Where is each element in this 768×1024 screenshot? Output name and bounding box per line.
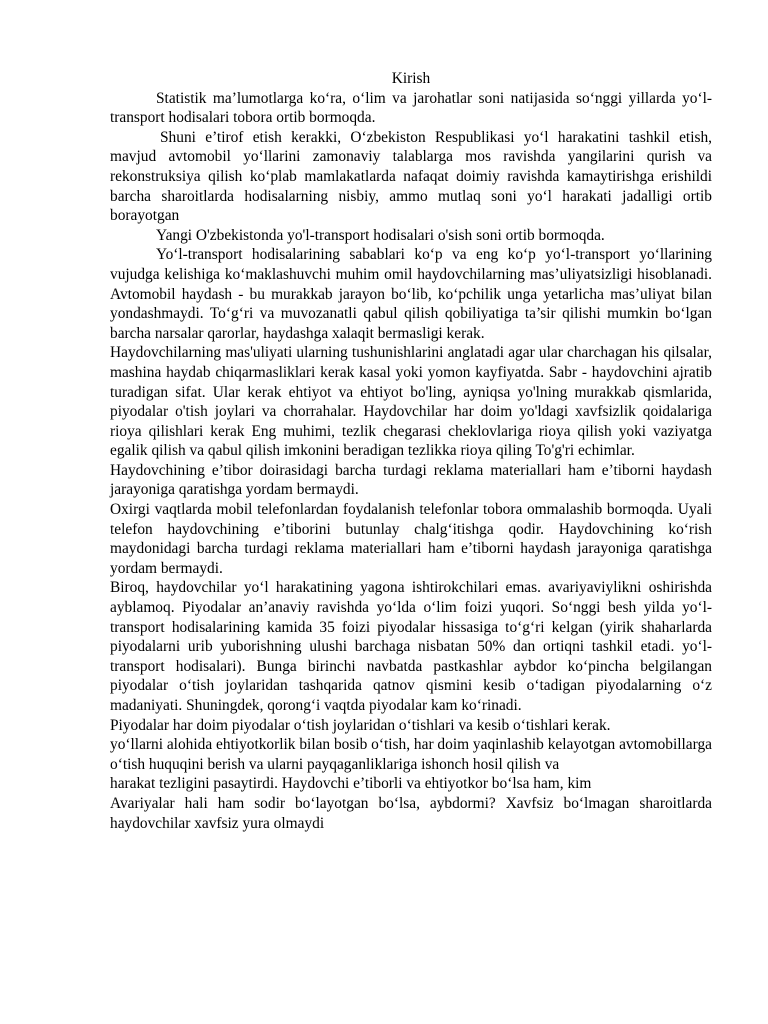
paragraph: Haydovchining e’tibor doirasidagi barcha turdagi reklama materiallari ham e’tiborni haydash jarayoniga qaratishga yordam bermaydi. <box>110 461 712 499</box>
paragraph: Piyodalar har doim piyodalar o‘tish joylaridan o‘tishlari va kesib o‘tishlari kerak. <box>110 716 611 734</box>
paragraph: Yangi O'zbekistonda yo'l-transport hodisalari o'sish soni ortib bormoqda. <box>156 226 605 244</box>
paragraph: Avariyalar hali ham sodir bo‘layotgan bo‘lsa, aybdormi? Xavfsiz bo‘lmagan sharoitlarda haydovchilar xavfsiz yura olmaydi <box>110 794 712 832</box>
paragraph: Haydovchilarning mas'uliyati ularning tushunishlarini anglatadi agar ular charchagan his qilsalar, mashina haydab chiqarmasliklari kerak kasal yoki yomon kayfiyatda. Sabr - haydovchini ajratib turadigan sifat. Ular kerak ehtiyot va ehtiyot bo'ling, ayniqsa yo'lning murakkab qismlarida, piyodalar o'tish joylari va chorrahalar. Haydovchilar har doim yo'ldagi xavfsizlik qoidalariga rioya qilishlari kerak Eng muhimi, tezlik chegarasi cheklovlariga rioya qilish yoki vaziyatga egalik qilish va qabul qilish imkonini beradigan tezlikka rioya qiling To'g'ri echimlar. <box>110 344 712 460</box>
paragraph: Biroq, haydovchilar yo‘l harakatining yagona ishtirokchilari emas. avariyaviylikni oshirishda ayblamoq. Piyodalar an’anaviy ravishda yo‘lda o‘lim foizi yuqori. So‘nggi besh yilda yo‘l-transport hodisalarining kamida 35 foizi piyodalar hissasiga to‘g‘ri kelgan (yirik shaharlarda piyodalarni urib yuborishning ulushi barchaga nisbatan 50% dan ortiqni tashkil etadi. yo‘l-transport hodisalari). Bunga birinchi navbatda pastkashlar aybdor ko‘pincha belgilangan piyodalar o‘tish joylaridan tashqarida qatnov qismini kesib o‘tadigan piyodalarning o‘z madaniyati. Shuningdek, qorong‘i vaqtda piyodalar kam ko‘rinadi. <box>110 579 712 714</box>
paragraph: yo‘llarni alohida ehtiyotkorlik bilan bosib o‘tish, har doim yaqinlashib kelayotgan avtomobillarga o‘tish huquqini berish va ularni payqaganliklariga ishonch hosil qilish va <box>110 736 712 773</box>
paragraph: Statistik ma’lumotlarga ko‘ra, o‘lim va jarohatlar soni natijasida so‘nggi yillarda yo‘l-transport hodisalari tobora ortib bormoqda. <box>110 89 712 127</box>
document-title: Kirish <box>391 70 431 87</box>
paragraph: Oxirgi vaqtlarda mobil telefonlardan foydalanish telefonlar tobora ommalashib bormoqda. Uyali telefon haydovchining e’tiborini butunlay chalg‘itishga qodir. Haydovchining ko‘rish maydonidagi barcha turdagi reklama materiallari ham e’tiborni haydash jarayoniga qaratishga yordam bermaydi. <box>110 501 712 577</box>
paragraph: Yo‘l-transport hodisalarining sabablari ko‘p va eng ko‘p yo‘l-transport yo‘llarining vujudga kelishiga ko‘maklashuvchi muhim omil haydovchilarning mas’uliyatsizligi hisoblanadi. Avtomobil haydash - bu murakkab jarayon bo‘lib, ko‘pchilik unga yetarlicha mas’uliyat bilan yondashmaydi. To‘g‘ri va muvozanatli qabul qilish qobiliyatiga ta’sir qilishi mumkin bo‘lgan barcha narsalar qarorlar, haydashga xalaqit bermasligi kerak. <box>110 246 712 342</box>
paragraph: Shuni e’tirof etish kerakki, O‘zbekiston Respublikasi yo‘l harakatini tashkil etish, mavjud avtomobil yo‘llarini zamonaviy talablarga mos ravishda yangilarini qurish va rekonstruksiya qilish ko‘plab mamlakatlarda nafaqat doimiy ravishda kamaytirishga erishildi barcha sharoitlarda hodisalarning nisbiy, ammo mutlaq soni yo‘l harakati jadalligi ortib borayotgan <box>110 128 712 225</box>
paragraph: harakat tezligini pasaytirdi. Haydovchi e’tiborli va ehtiyotkor bo‘lsa ham, kim <box>110 775 592 793</box>
document-page <box>110 69 712 833</box>
